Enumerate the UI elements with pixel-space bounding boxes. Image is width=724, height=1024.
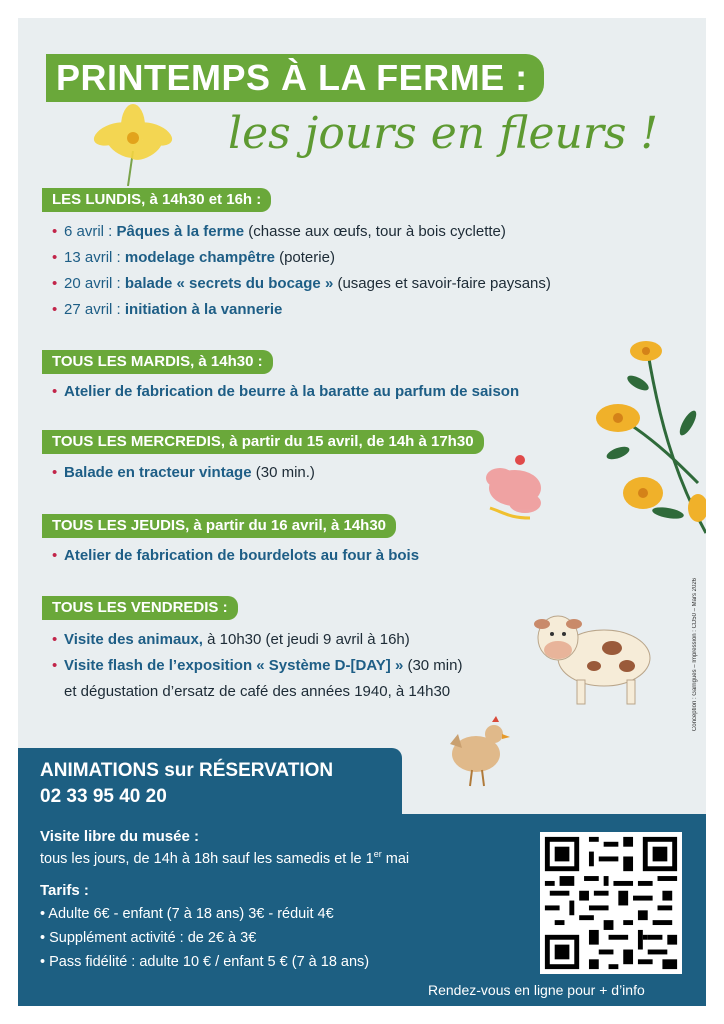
list-item: • Atelier de fabrication de bourdelots au four à bois	[52, 543, 419, 569]
reservation-label: ANIMATIONS sur RÉSERVATION	[40, 760, 334, 781]
section-heading-mercredis: TOUS LES MERCREDIS, à partir du 15 avril, de 14h à 17h30	[42, 430, 484, 454]
list-item: • Atelier de fabrication de beurre à la baratte au parfum de saison	[52, 379, 519, 405]
section-heading-mardis: TOUS LES MARDIS, à 14h30 :	[42, 350, 273, 374]
tarif-item: • Adulte 6€ - enfant (7 à 18 ans) 3€ - réduit 4€	[40, 906, 334, 922]
list-mardis	[52, 379, 519, 405]
list-item: • 20 avril : balade « secrets du bocage » (usages et savoir-faire paysans)	[52, 271, 551, 297]
list-item: • 27 avril : initiation à la vannerie	[52, 297, 551, 323]
list-item: • 6 avril : Pâques à la ferme (chasse aux œufs, tour à bois cyclette)	[52, 219, 551, 245]
list-item-continuation: et dégustation d’ersatz de café des années 1940, à 14h30	[64, 683, 451, 700]
visit-text: tous les jours, de 14h à 18h sauf les samedis et le 1er mai	[40, 849, 410, 867]
page-subtitle: les jours en fleurs !	[228, 108, 659, 159]
list-lundis	[52, 219, 551, 323]
reservation-banner	[18, 748, 402, 820]
list-item: • Visite des animaux, à 10h30 (et jeudi 9 avril à 16h)	[52, 627, 462, 653]
list-jeudis	[52, 543, 419, 569]
tarif-item: • Supplément activité : de 2€ à 3€	[40, 930, 257, 946]
list-item: • Visite flash de l’exposition « Système D-[DAY] » (30 min)	[52, 653, 462, 679]
cow-illustration	[532, 600, 656, 710]
credits-text: Conception : Garrigues – Impression : CD50 – Mars 2026	[692, 578, 698, 732]
reservation-phone[interactable]: 02 33 95 40 20	[40, 786, 167, 807]
section-heading-vendredis: TOUS LES VENDREDIS :	[42, 596, 238, 620]
hen-illustration	[442, 714, 512, 790]
yellow-flower-illustration	[88, 96, 178, 186]
online-info-link[interactable]: Rendez-vous en ligne pour + d’info	[428, 982, 645, 998]
pink-flower-illustration	[470, 448, 550, 528]
qr-code[interactable]	[540, 832, 682, 974]
tarifs-heading: Tarifs :	[40, 882, 89, 899]
visit-heading: Visite libre du musée :	[40, 828, 199, 845]
poster	[18, 18, 706, 1006]
page-title: PRINTEMPS À LA FERME :	[46, 54, 544, 102]
list-item: • 13 avril : modelage champêtre (poterie)	[52, 245, 551, 271]
section-heading-jeudis: TOUS LES JEUDIS, à partir du 16 avril, à 14h30	[42, 514, 396, 538]
list-vendredis	[52, 627, 462, 705]
list-mercredis	[52, 460, 315, 486]
section-heading-lundis: LES LUNDIS, à 14h30 et 16h :	[42, 188, 271, 212]
orange-flowers-illustration	[588, 323, 706, 553]
list-item: • Balade en tracteur vintage (30 min.)	[52, 460, 315, 486]
tarif-item: • Pass fidélité : adulte 10 € / enfant 5 € (7 à 18 ans)	[40, 954, 370, 970]
